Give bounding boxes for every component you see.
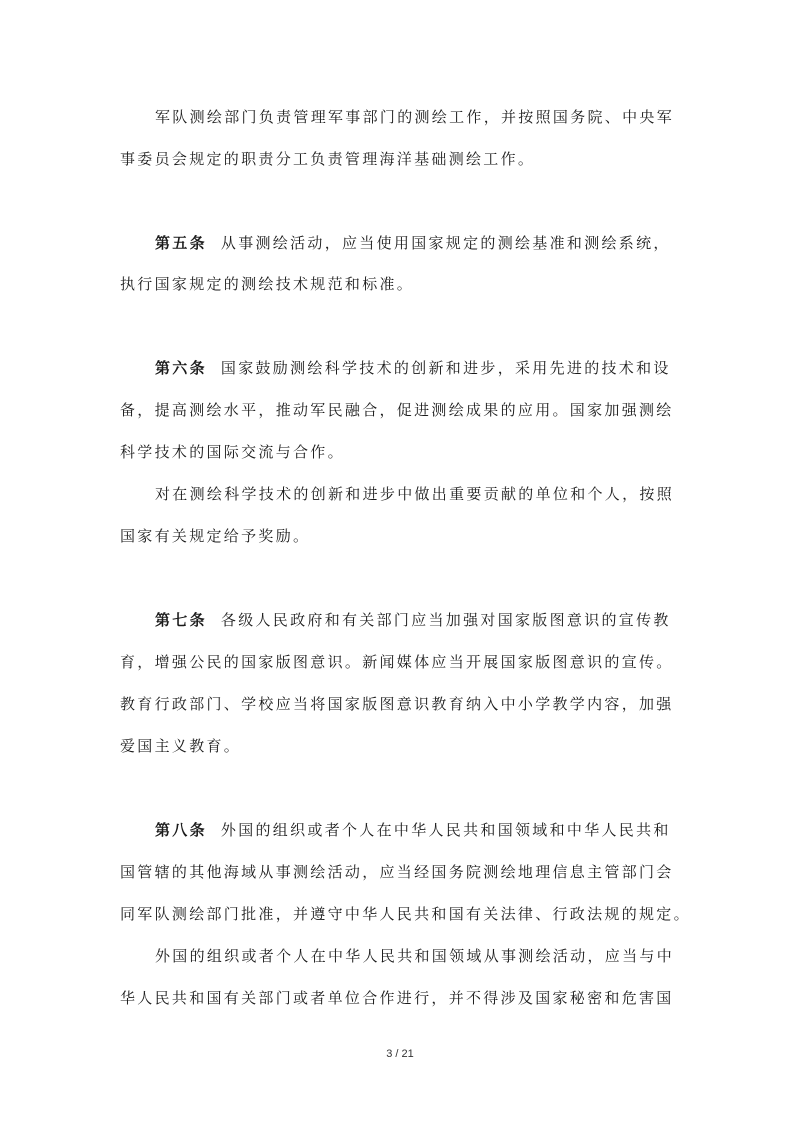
- article-text: 外国的组织或者个人在中华人民共和国领域和中华人民共和: [220, 821, 671, 839]
- article-7-line: [155, 610, 671, 630]
- paragraph-line: 执行国家规定的测绘技术规范和标准。: [120, 275, 415, 293]
- article-heading: 第七条: [155, 611, 207, 629]
- paragraph-line: 教育行政部门、学校应当将国家版图意识教育纳入中小学教学内容，加强: [120, 695, 674, 713]
- paragraph-line: 备，提高测绘水平，推动军民融合，促进测绘成果的应用。国家加强测绘: [120, 401, 674, 419]
- paragraph-line: 爱国主义教育。: [120, 737, 242, 755]
- paragraph-line: 外国的组织或者个人在中华人民共和国领域从事测绘活动，应当与中: [155, 947, 675, 965]
- paragraph-line: 对在测绘科学技术的创新和进步中做出重要贡献的单位和个人，按照: [155, 485, 675, 503]
- paragraph-line: 科学技术的国际交流与合作。: [120, 443, 345, 461]
- paragraph-line: 军队测绘部门负责管理军事部门的测绘工作，并按照国务院、中央军: [155, 108, 675, 126]
- paragraph-line: 国家有关规定给予奖励。: [120, 527, 311, 545]
- article-text: 国家鼓励测绘科学技术的创新和进步，采用先进的技术和设: [220, 359, 671, 377]
- paragraph-line: 育，增强公民的国家版图意识。新闻媒体应当开展国家版图意识的宣传。: [120, 653, 674, 671]
- article-5-line: [155, 233, 671, 253]
- article-heading: 第五条: [155, 234, 207, 252]
- article-8-line: [155, 820, 671, 840]
- paragraph-line: 事委员会规定的职责分工负责管理海洋基础测绘工作。: [120, 150, 536, 168]
- article-text: 从事测绘活动，应当使用国家规定的测绘基准和测绘系统，: [220, 234, 671, 252]
- paragraph-line: 国管辖的其他海域从事测绘活动，应当经国务院测绘地理信息主管部门会: [120, 863, 674, 881]
- article-heading: 第六条: [155, 359, 207, 377]
- paragraph-line: 华人民共和国有关部门或者单位合作进行，并不得涉及国家秘密和危害国: [120, 989, 674, 1007]
- article-heading: 第八条: [155, 821, 207, 839]
- article-6-line: [155, 358, 671, 378]
- article-text: 各级人民政府和有关部门应当加强对国家版图意识的宣传教: [220, 611, 671, 629]
- paragraph-line: 同军队测绘部门批准，并遵守中华人民共和国有关法律、行政法规的规定。: [120, 905, 691, 923]
- page-number: 3 / 21: [386, 1048, 414, 1060]
